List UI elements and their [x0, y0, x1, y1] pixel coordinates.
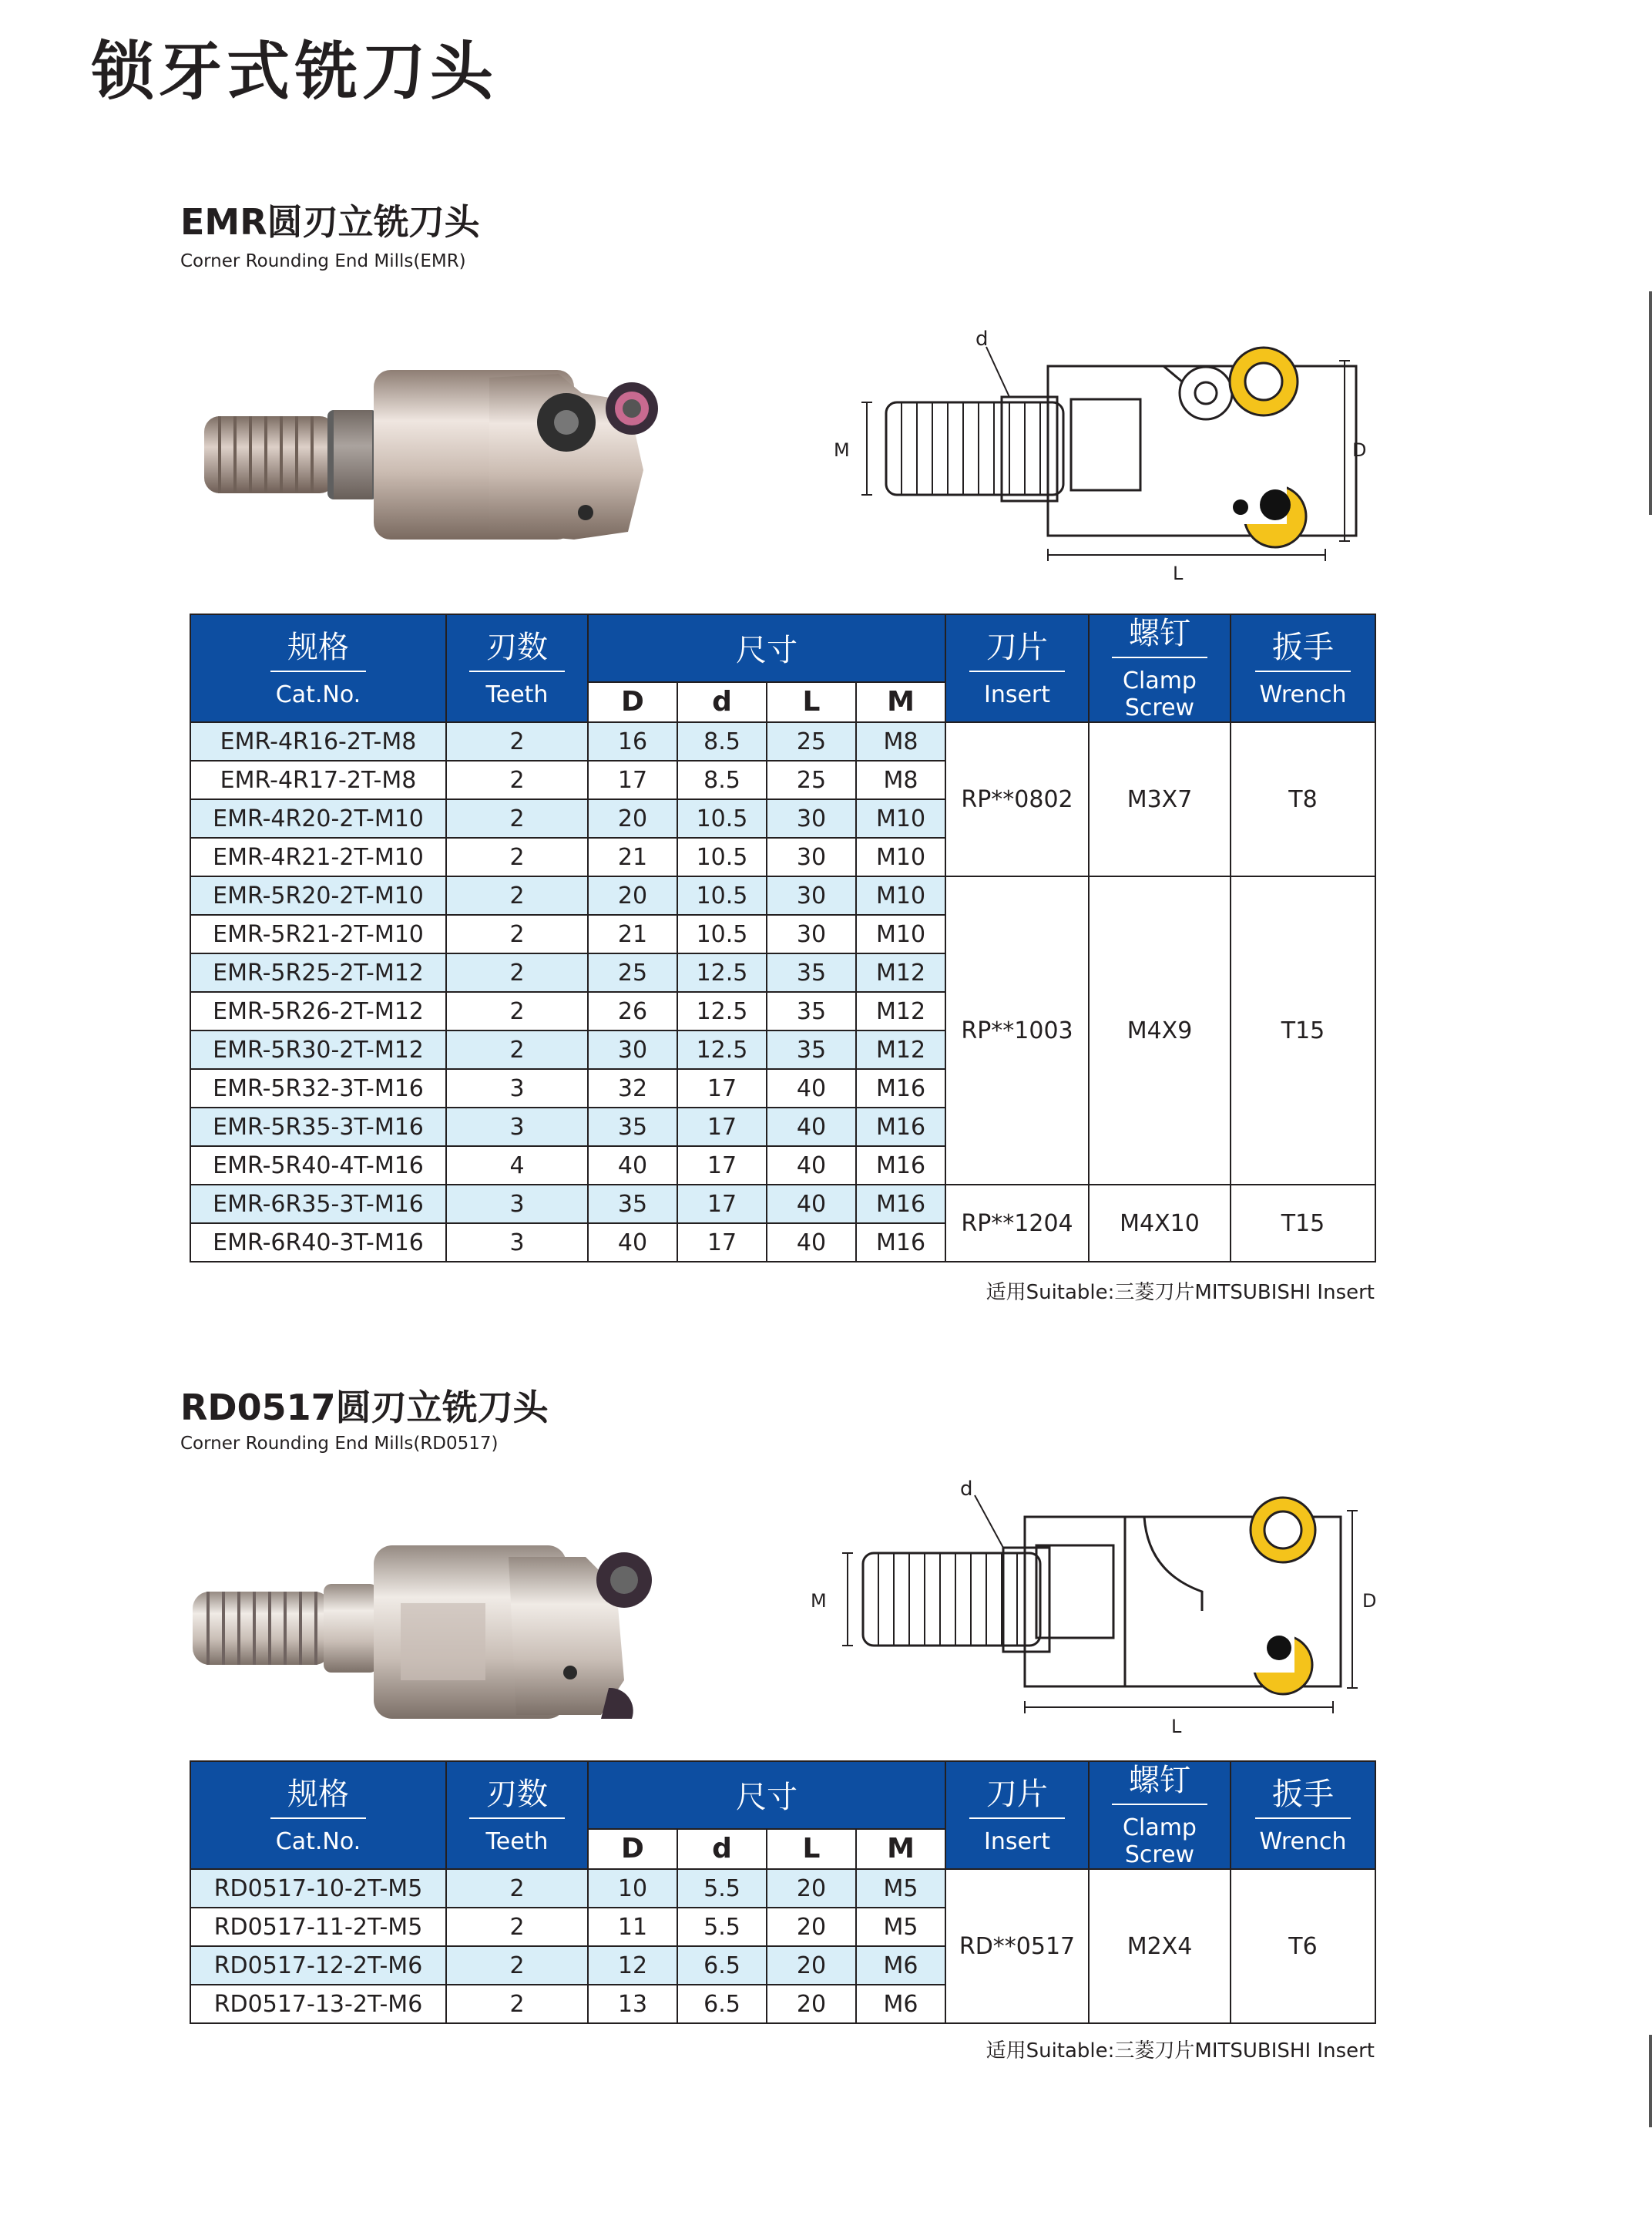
- wrench-group-rd: T6: [1231, 1869, 1375, 2023]
- screw-group-1: M3X7: [1089, 722, 1231, 876]
- header-d: d: [677, 682, 767, 722]
- header-M: M: [856, 1829, 945, 1869]
- table-row: RD0517-11-2T-M5 2 11 5.5 20 M5: [190, 1908, 1375, 1946]
- table-row: EMR-6R40-3T-M16 3 40 17 40 M16: [190, 1223, 1375, 1262]
- dim-D-label: D: [1352, 439, 1367, 461]
- section-subtitle-emr: Corner Rounding End Mills(EMR): [180, 251, 466, 271]
- header-insert: 刀片 Insert: [945, 614, 1089, 722]
- table-row: EMR-5R26-2T-M12 2 26 12.5 35 M12: [190, 992, 1375, 1030]
- screw-group-rd: M2X4: [1089, 1869, 1231, 2023]
- dim-d-label: d: [960, 1478, 973, 1501]
- table-row: EMR-4R21-2T-M10 2 21 10.5 30 M10: [190, 838, 1375, 876]
- emr-spec-table: [190, 614, 1376, 1262]
- insert-group-2: RP**1003: [945, 876, 1089, 1185]
- wrench-group-3: T15: [1231, 1185, 1375, 1262]
- page-title: 锁牙式铣刀头: [91, 35, 499, 109]
- rd0517-product-photo: [185, 1534, 678, 1726]
- table-row: RD0517-10-2T-M5 2 10 5.5 20 M5 RD**0517 M2X4 T6: [190, 1869, 1375, 1908]
- page-edge-marker-top: [1649, 291, 1652, 515]
- header-wrench: 扳手 Wrench: [1231, 614, 1375, 722]
- insert-group-1: RP**0802: [945, 722, 1089, 876]
- header-wrench: 扳手 Wrench: [1231, 1761, 1375, 1869]
- table-row: RD0517-12-2T-M6 2 12 6.5 20 M6: [190, 1946, 1375, 1985]
- dim-L-label: L: [1171, 1716, 1182, 1737]
- suitable-note-rd0517: 适用Suitable:三菱刀片MITSUBISHI Insert: [985, 2039, 1375, 2063]
- screw-group-2: M4X9: [1089, 876, 1231, 1185]
- dim-L-label: L: [1173, 563, 1184, 584]
- dim-d-label: d: [975, 328, 989, 351]
- header-clamp-screw: 螺钉 Clamp Screw: [1089, 1761, 1231, 1869]
- header-insert: 刀片 Insert: [945, 1761, 1089, 1869]
- header-D: D: [588, 682, 677, 722]
- header-catno: 规格 Cat.No.: [190, 614, 446, 722]
- section-subtitle-rd0517: Corner Rounding End Mills(RD0517): [180, 1434, 499, 1454]
- header-D: D: [588, 1829, 677, 1869]
- screw-group-3: M4X10: [1089, 1185, 1231, 1262]
- dim-D-label: D: [1362, 1590, 1377, 1612]
- header-L: L: [767, 1829, 856, 1869]
- header-teeth: 刃数 Teeth: [446, 1761, 588, 1869]
- table-row: RD0517-13-2T-M6 2 13 6.5 20 M6: [190, 1985, 1375, 2023]
- table-row: EMR-4R20-2T-M10 2 20 10.5 30 M10: [190, 799, 1375, 838]
- header-M: M: [856, 682, 945, 722]
- table-row: EMR-5R21-2T-M10 2 21 10.5 30 M10: [190, 915, 1375, 953]
- dim-M-label: M: [834, 439, 850, 461]
- table-row: EMR-5R20-2T-M10 2 20 10.5 30 M10 RP**1003 M4X9 T15: [190, 876, 1375, 915]
- wrench-group-2: T15: [1231, 876, 1375, 1185]
- header-dimensions: 尺寸: [588, 614, 945, 682]
- header-L: L: [767, 682, 856, 722]
- wrench-group-1: T8: [1231, 722, 1375, 876]
- rd0517-spec-table: [190, 1760, 1376, 2024]
- header-catno: 规格 Cat.No.: [190, 1761, 446, 1869]
- header-dimensions: 尺寸: [588, 1761, 945, 1829]
- insert-group-3: RP**1204: [945, 1185, 1089, 1262]
- rd0517-technical-diagram: [801, 1457, 1387, 1742]
- suitable-note-emr: 适用Suitable:三菱刀片MITSUBISHI Insert: [985, 1281, 1375, 1304]
- header-clamp-screw: 螺钉 Clamp Screw: [1089, 614, 1231, 722]
- section-title-rd0517: RD0517圆刃立铣刀头: [180, 1387, 549, 1428]
- table-row: EMR-5R35-3T-M16 3 35 17 40 M16: [190, 1108, 1375, 1146]
- emr-product-photo: [196, 362, 674, 547]
- table-row: EMR-5R30-2T-M12 2 30 12.5 35 M12: [190, 1030, 1375, 1069]
- section-title-emr: EMR圆刃立铣刀头: [180, 201, 480, 243]
- emr-technical-diagram: [824, 308, 1379, 593]
- table-row: EMR-6R35-3T-M16 3 35 17 40 M16 RP**1204 M4X10 T15: [190, 1185, 1375, 1223]
- header-teeth: 刃数 Teeth: [446, 614, 588, 722]
- table-row: EMR-4R16-2T-M8 2 16 8.5 25 M8 RP**0802 M3X7 T8: [190, 722, 1375, 761]
- table-row: EMR-5R25-2T-M12 2 25 12.5 35 M12: [190, 953, 1375, 992]
- insert-group-rd: RD**0517: [945, 1869, 1089, 2023]
- table-row: EMR-5R32-3T-M16 3 32 17 40 M16: [190, 1069, 1375, 1108]
- dim-M-label: M: [811, 1590, 827, 1612]
- page-edge-marker-bottom: [1649, 2035, 1652, 2127]
- header-d: d: [677, 1829, 767, 1869]
- table-row: EMR-4R17-2T-M8 2 17 8.5 25 M8: [190, 761, 1375, 799]
- table-row: EMR-5R40-4T-M16 4 40 17 40 M16: [190, 1146, 1375, 1185]
